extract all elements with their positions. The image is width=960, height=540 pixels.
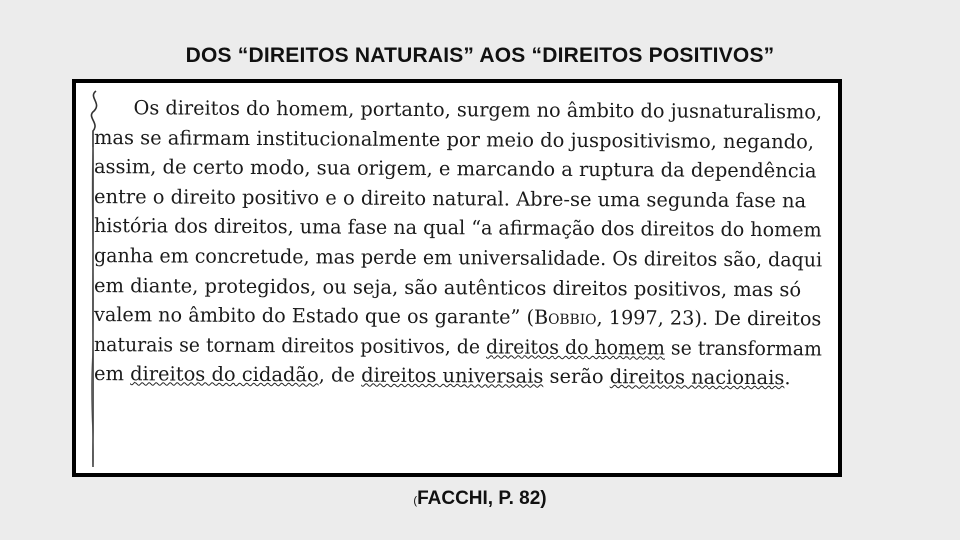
excerpt-segment: valem no âmbito do Estado que os garante” ( — [93, 303, 535, 329]
underlined-phrase: direitos nacionais — [609, 365, 785, 390]
excerpt-line: assim, de certo modo, sua origem, e marcando a ruptura da dependência — [93, 155, 817, 183]
excerpt-segment: em — [93, 362, 131, 386]
excerpt-line: Os direitos do homem, portanto, surgem no âmbito do jusnaturalismo, — [133, 96, 823, 124]
excerpt-line — [93, 300, 822, 334]
excerpt-line — [94, 359, 822, 393]
excerpt-segment: naturais se tornam direitos positivos, de — [93, 332, 487, 359]
slide-title: DOS “DIREITOS NATURAIS” AOS “DIREITOS POSITIVOS” — [185, 44, 775, 67]
excerpt-line: mas se afirmam institucionalmente por meio do juspositivismo, negando, — [93, 125, 815, 153]
excerpt-segment: , de — [318, 363, 362, 387]
excerpt-line: entre o direito positivo e o direito natural. Abre-se uma segunda fase na — [93, 184, 807, 213]
citation-text: FACCHI, P. 82) — [417, 488, 547, 509]
underlined-phrase: direitos do homem — [485, 335, 666, 360]
excerpt-segment: se transformam — [664, 336, 823, 361]
excerpt-text — [94, 93, 824, 389]
excerpt-segment: . — [784, 366, 791, 390]
excerpt-line: ganha em concretude, mas perde em universalidade. Os direitos são, daqui — [93, 243, 823, 272]
excerpt-line — [93, 330, 823, 364]
scanned-excerpt-frame — [72, 79, 842, 477]
excerpt-line: história dos direitos, uma fase na qual “a afirmação dos direitos do homem — [93, 214, 822, 242]
excerpt-segment: , 1997, 23). De direitos — [596, 306, 822, 331]
excerpt-author: Bobbio — [533, 305, 597, 330]
citation-paren: ( — [413, 495, 418, 507]
citation — [0, 488, 960, 510]
excerpt-line: em diante, protegidos, ou seja, são autênticos direitos positivos, mas só — [93, 273, 802, 301]
excerpt-segment: serão — [543, 365, 610, 389]
underlined-phrase: direitos do cidadão — [130, 362, 319, 387]
underlined-phrase: direitos universais — [361, 363, 544, 389]
